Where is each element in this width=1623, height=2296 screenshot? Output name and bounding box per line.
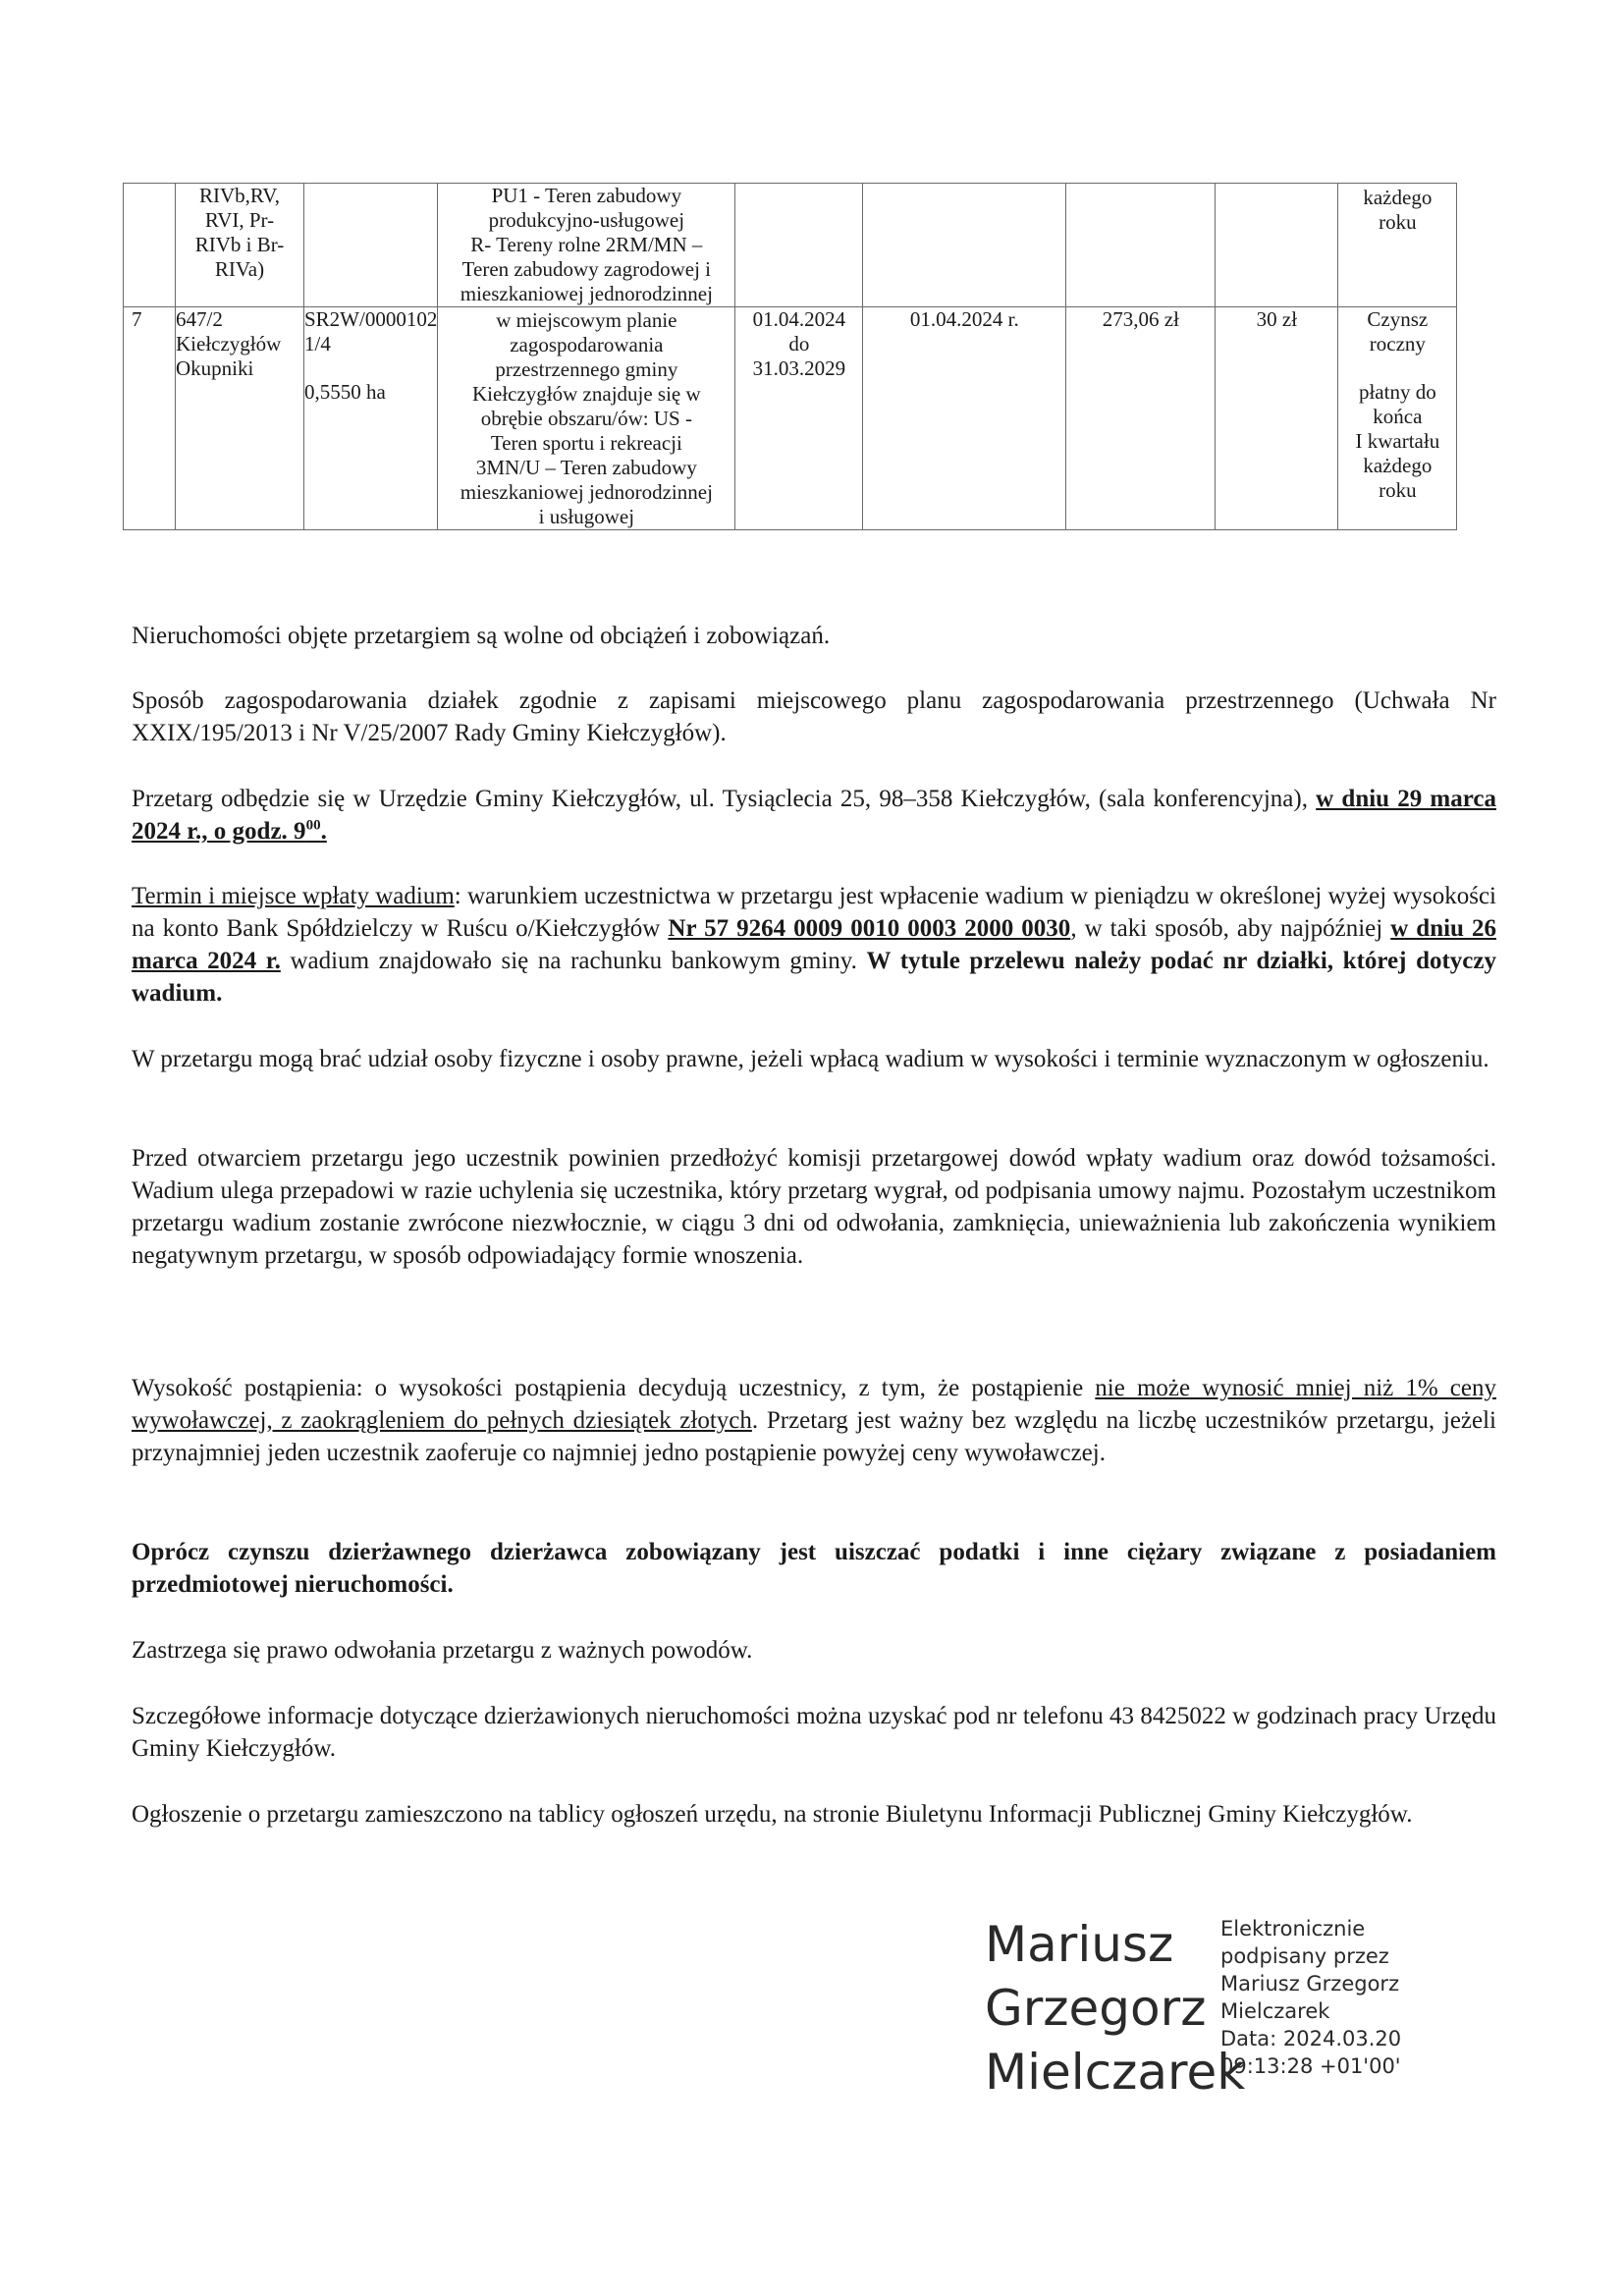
plan-cell <box>438 307 735 530</box>
plot-class-line: RVI, Pr- <box>204 208 275 232</box>
kw-line: 1/4 <box>304 332 331 355</box>
plot-class-line: RIVb,RV, <box>199 184 280 207</box>
deposit-label: Termin i miejsce wpłaty wadium <box>132 883 455 909</box>
payment-line: roczny <box>1369 332 1426 355</box>
payment-cell <box>1338 184 1457 307</box>
plan-line: obrębie obszaru/ów: US - <box>480 407 692 430</box>
plan-line: Kiełczygłów znajduje się w <box>472 382 701 406</box>
publication-paragraph: Ogłoszenie o przetargu zamieszczono na tablicy ogłoszeń urzędu, na stronie Biuletynu Informacji Publicznej Gminy Kiełczygłów. <box>132 1801 1413 1828</box>
auction-date-text: w dniu 29 marca 2024 r., o godz. 9 <box>132 786 1497 845</box>
term-line: 01.04.2024 <box>752 307 846 331</box>
lease-table <box>123 183 1457 530</box>
bid-increment-text-1: Wysokość postąpienia: o wysokości postąpienia decydują uczestnicy, z tym, że postąpienie <box>132 1375 1096 1401</box>
signature-name-line: Mariusz <box>985 1916 1174 1973</box>
bank-account-number: Nr 57 9264 0009 0010 0003 2000 0030 <box>668 915 1071 942</box>
term-cell <box>735 307 863 530</box>
auction-venue-paragraph <box>132 783 1496 847</box>
signature-detail-line: Data: 2024.03.20 <box>1220 2027 1402 2050</box>
payment-cell <box>1338 307 1457 530</box>
kw-line: SR2W/0000102 <box>304 307 438 331</box>
plot-line: Okupniki <box>176 356 254 380</box>
payment-line: roku <box>1379 210 1417 234</box>
term-line: do <box>788 332 810 355</box>
deposit-deadline: w dniu 26 marca 2024 r. <box>132 915 1496 974</box>
bid-value: 30 zł <box>1216 307 1338 530</box>
auction-date-end: . <box>320 818 327 845</box>
kw-cell <box>304 307 438 530</box>
payment-line: I kwartału <box>1355 429 1440 453</box>
signature-detail-line: podpisany przez <box>1220 1944 1389 1968</box>
signature-name-line: Grzegorz <box>985 1980 1207 2037</box>
cancellation-paragraph: Zastrzega się prawo odwołania przetargu z ważnych powodów. <box>132 1637 753 1664</box>
kw-cell <box>304 184 438 307</box>
term-cell <box>735 184 863 307</box>
plan-line: mieszkaniowej jednorodzinnej <box>460 282 713 305</box>
signature-details <box>1220 1915 1401 2080</box>
payment-line: końca <box>1373 405 1423 428</box>
deposit-text-3: wadium znajdowało się na rachunku bankowym gminy. <box>280 948 867 974</box>
signature-detail-line: Mielczarek <box>1220 1999 1330 2023</box>
plan-line: R- Tereny rolne 2RM/MN – <box>470 233 703 256</box>
tax-obligation-paragraph: Oprócz czynszu dzierżawnego dzierżawca zobowiązany jest uiszczać podatki i inne ciężary związane z posiadaniem przedmiotowej nieruchomości. <box>132 1539 1496 1598</box>
plot-line: Kiełczygłów <box>176 332 282 355</box>
plan-line: zagospodarowania <box>510 333 664 356</box>
auction-time-minutes: 00 <box>305 817 321 834</box>
spacer <box>1338 356 1456 380</box>
participants-paragraph: W przetargu mogą brać udział osoby fizyczne i osoby prawne, jeżeli wpłacą wadium w wysokości i terminie wyznaczonym w ogłoszeniu. <box>132 1046 1489 1072</box>
plan-line: PU1 - Teren zabudowy <box>491 184 682 207</box>
deposit-text-1: : warunkiem uczestnictwa w przetargu jest wpłacenie wadium w pieniądzu w określonej wyżej wysokości na konto Bank Spółdzielczy w Ruścu o/Kiełczygłów <box>132 883 1496 942</box>
bid-increment-rule: nie może wynosić mniej niż 1% ceny wywoławczej, z zaokrągleniem do pełnych dziesiątek złotych <box>132 1375 1496 1434</box>
bid-cell <box>1216 184 1338 307</box>
plan-line: przestrzennego gminy <box>495 357 678 381</box>
term-line: 31.03.2029 <box>752 356 846 380</box>
deposit-paragraph <box>132 880 1496 1010</box>
signature-name-line: Mielczarek <box>985 2044 1246 2101</box>
signature-detail-line: Elektronicznie <box>1220 1917 1366 1941</box>
plan-line: 3MN/U – Teren zabudowy <box>475 456 697 479</box>
plot-class-line: RIVb i Br- <box>194 233 285 256</box>
payment-line: każdego <box>1363 186 1433 209</box>
plan-line: mieszkaniowej jednorodzinnej <box>460 480 713 504</box>
zoning-paragraph: Sposób zagospodarowania działek zgodnie z zapisami miejscowego planu zagospodarowania przestrzennego (Uchwała Nr XXIX/195/2013 i Nr V/25/2007 Rady Gminy Kiełczygłów). <box>132 687 1496 746</box>
plot-class-line: RIVa) <box>214 257 265 281</box>
plan-line: i usługowej <box>538 505 635 528</box>
payment-line: Czynsz <box>1367 307 1429 331</box>
lp-cell <box>124 184 176 307</box>
signature-name <box>985 1913 1245 2105</box>
table-row <box>124 184 1457 307</box>
bid-increment-text-2: . Przetarg jest ważny bez względu na liczbę uczestników przetargu, jeżeli przynajmniej jeden uczestnik zaoferuje co najmniej jedno postąpienie powyżej ceny wywoławczej. <box>132 1407 1497 1466</box>
start-date-cell: 01.04.2024 r. <box>863 307 1066 530</box>
plot-cell <box>176 307 304 530</box>
price-cell <box>1066 184 1216 307</box>
transfer-title-note: W tytule przelewu należy podać nr działki, której dotyczy wadium. <box>132 948 1496 1007</box>
plan-line: w miejscowym planie <box>496 308 677 332</box>
procedure-paragraph: Przed otwarciem przetargu jego uczestnik powinien przedłożyć komisji przetargowej dowód wpłaty wadium oraz dowód tożsamości. Wadium ulega przepadowi w razie uchylenia się uczestnika, który przetarg wygrał, od podpisania umowy najmu. Pozostałym uczestnikom przetargu wadium zostanie zwrócone niezwłocznie, w ciągu 3 dni od odwołania, zamknięcia, unieważnienia lub zakończenia wynikiem negatywnym przetargu, w sposób odpowiadający formie wnoszenia. <box>132 1145 1496 1269</box>
lp-cell: 7 <box>124 307 176 530</box>
contact-paragraph: Szczegółowe informacje dotyczące dzierżawionych nieruchomości można uzyskać pod nr telefonu 43 8425022 w godzinach pracy Urzędu Gminy Kiełczygłów. <box>132 1703 1496 1762</box>
bid-increment-paragraph <box>132 1372 1496 1469</box>
plot-line: 647/2 <box>176 307 223 331</box>
payment-line: płatny do <box>1358 380 1436 404</box>
plan-line: Teren zabudowy zagrodowej i <box>461 257 712 281</box>
plan-line: produkcyjno-usługowej <box>488 208 685 232</box>
table-row <box>124 307 1457 530</box>
deposit-text-2: , w taki sposób, aby najpóźniej <box>1070 915 1391 942</box>
plan-line: Teren sportu i rekreacji <box>490 431 682 455</box>
date-cell <box>863 184 1066 307</box>
signature-detail-line: Mariusz Grzegorz <box>1220 1972 1400 1995</box>
area-value: 0,5550 ha <box>304 380 386 404</box>
payment-line: roku <box>1379 478 1417 502</box>
payment-line: każdego <box>1363 454 1433 477</box>
signature-detail-line: 09:13:28 +01'00' <box>1220 2054 1401 2078</box>
spacer <box>304 356 437 380</box>
encumbrance-paragraph: Nieruchomości objęte przetargiem są wolne od obciążeń i zobowiązań. <box>132 623 831 649</box>
price-value: 273,06 zł <box>1066 307 1216 530</box>
venue-text: Przetarg odbędzie się w Urzędzie Gminy Kiełczygłów, ul. Tysiąclecia 25, 98–358 Kiełczygłów, (sala konferencyjna), <box>132 786 1317 812</box>
plan-cell <box>438 184 735 307</box>
plot-cell <box>176 184 304 307</box>
